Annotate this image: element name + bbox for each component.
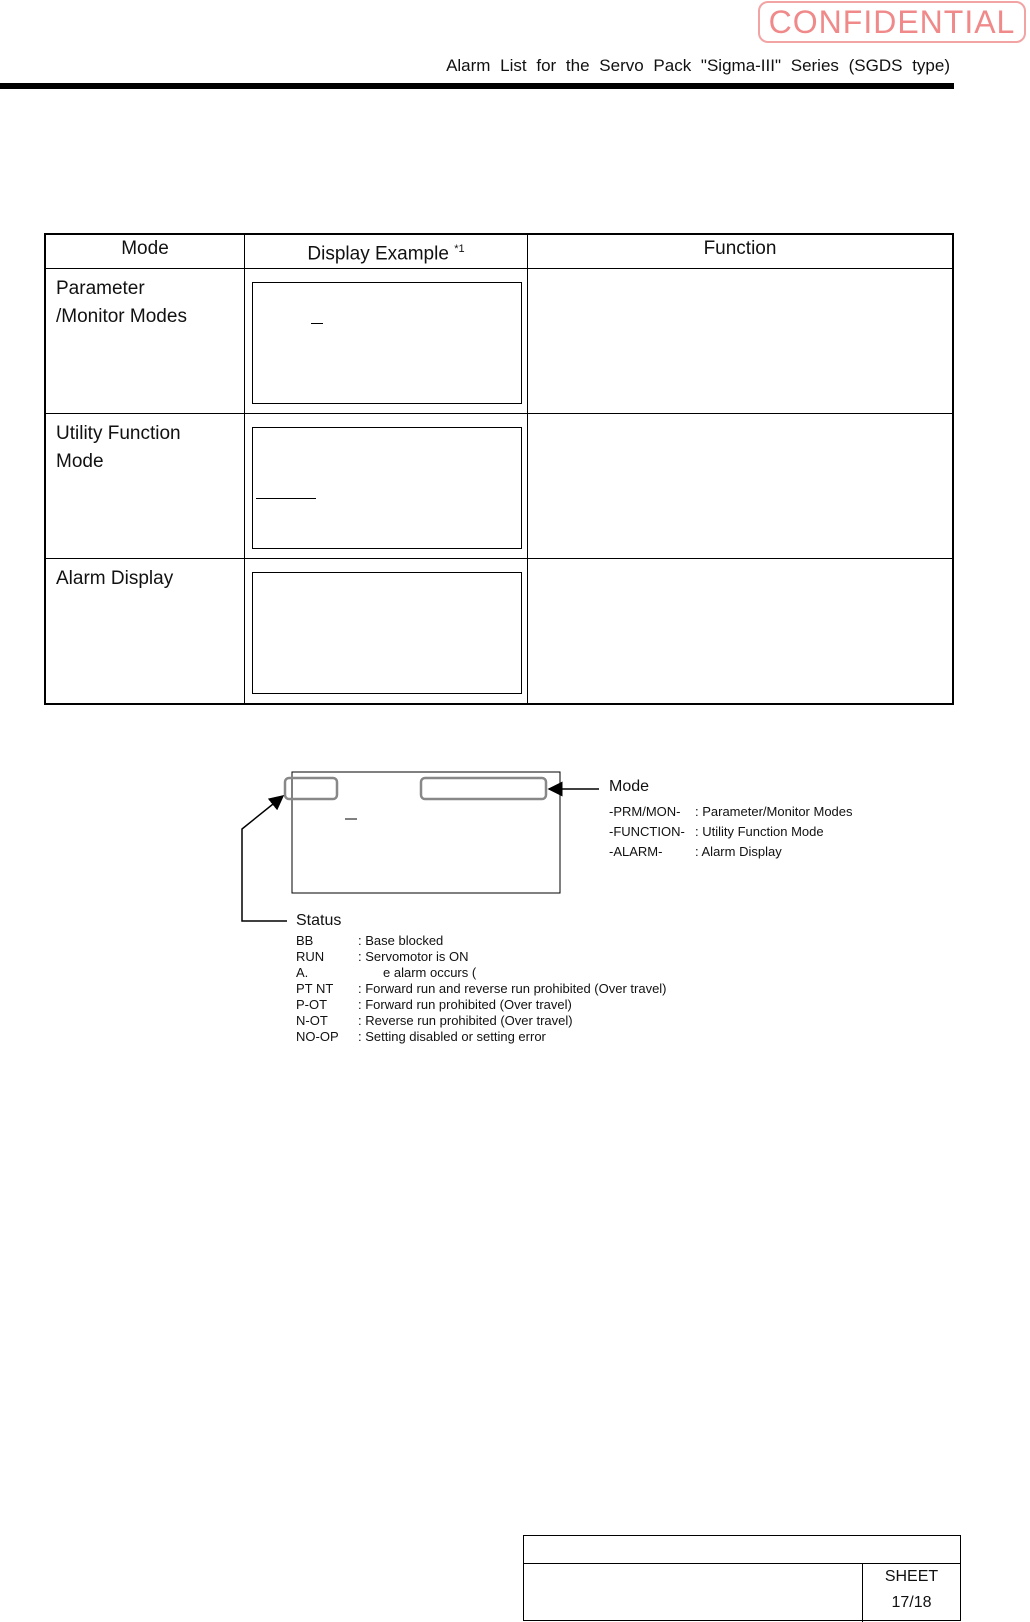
table-row (45, 559, 953, 705)
table-header-row (45, 234, 953, 269)
status-code: A. (296, 965, 309, 980)
table-row (45, 269, 953, 414)
header-display-example (245, 234, 528, 269)
mode-desc: : Utility Function Mode (695, 824, 824, 839)
status-code: BB (296, 933, 314, 948)
display-cell (245, 269, 528, 414)
display-screen (252, 572, 522, 694)
function-cell (528, 559, 954, 705)
underline-mark (256, 498, 316, 499)
mode-name: Alarm Display (56, 568, 174, 590)
title-block-divider (524, 1563, 960, 1564)
header-display-example-label: Display Example (307, 243, 449, 265)
status-desc: : Forward run and reverse run prohibited (Over travel) (358, 981, 667, 996)
mode-legend-title: Mode (609, 778, 650, 795)
mode-code: -ALARM- (609, 844, 663, 859)
status-desc: : Base blocked (358, 933, 444, 948)
status-desc: : Forward run prohibited (Over travel) (358, 997, 572, 1012)
mode-cell (45, 414, 245, 559)
sheet-number: 17/18 (891, 1594, 932, 1611)
function-cell (528, 269, 954, 414)
status-code: RUN (296, 949, 325, 964)
display-cell (245, 559, 528, 705)
mode-name: Utility Function Mode (56, 423, 181, 473)
header-rule (0, 83, 954, 89)
cursor-mark (311, 323, 323, 324)
status-legend-title: Status (296, 912, 342, 929)
confidential-stamp: CONFIDENTIAL (758, 1, 1026, 43)
status-desc: : Servomotor is ON (358, 949, 469, 964)
sheet-label: SHEET (884, 1568, 939, 1585)
title-block (523, 1535, 961, 1621)
header-mode: Mode (45, 234, 245, 269)
status-desc: e alarm occurs ( (383, 965, 477, 980)
mode-code: -PRM/MON- (609, 804, 681, 819)
display-screen (252, 427, 522, 549)
mode-desc: : Parameter/Monitor Modes (695, 804, 853, 819)
status-code: N-OT (296, 1013, 328, 1028)
mode-highlight (421, 778, 546, 799)
diagram-screen (292, 772, 560, 893)
status-code: NO-OP (296, 1029, 339, 1044)
status-code: P-OT (296, 997, 328, 1012)
document-title: Alarm List for the Servo Pack "Sigma-III" Series (SGDS type) (446, 56, 950, 75)
mode-name: Parameter /Monitor Modes (56, 278, 187, 328)
status-arrow (242, 796, 287, 921)
mode-desc: : Alarm Display (695, 844, 782, 859)
table-row (45, 414, 953, 559)
status-code: PT NT (296, 981, 334, 996)
mode-cell (45, 269, 245, 414)
footnote-marker: *1 (454, 243, 465, 255)
mode-cell (45, 559, 245, 705)
status-highlight (285, 778, 337, 799)
mode-code: -FUNCTION- (609, 824, 685, 839)
status-desc: : Setting disabled or setting error (358, 1029, 546, 1044)
function-cell (528, 414, 954, 559)
mode-table (44, 233, 954, 705)
display-cell (245, 414, 528, 559)
header-function: Function (528, 234, 954, 269)
display-screen (252, 282, 522, 404)
status-desc: : Reverse run prohibited (Over travel) (358, 1013, 573, 1028)
